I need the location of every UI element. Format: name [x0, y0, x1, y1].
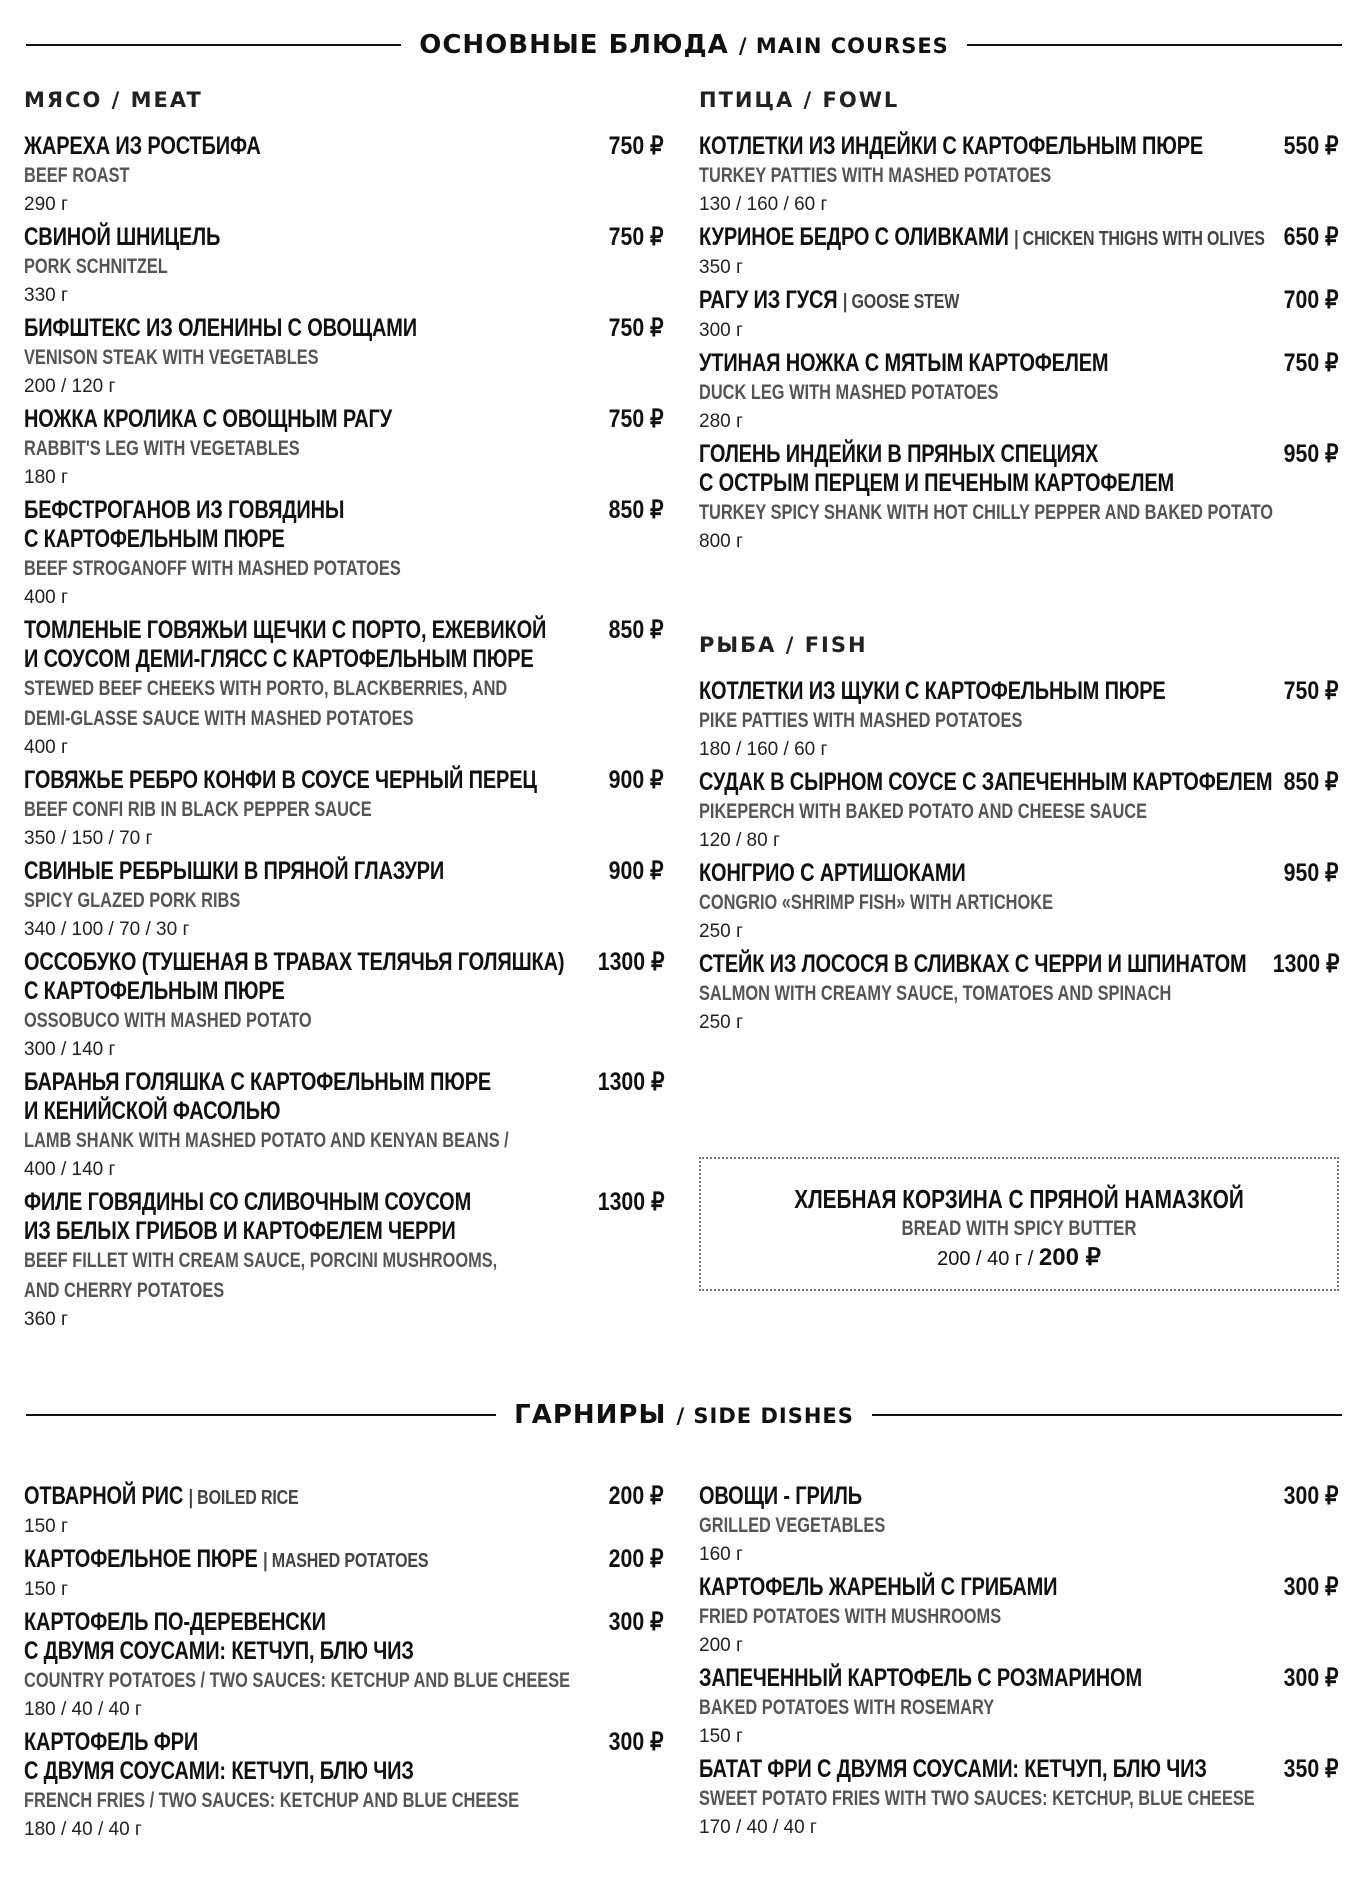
item-name-en-inline: | CHICKEN THIGHS WITH OLIVES [1014, 228, 1265, 250]
bread-weight-price [701, 1243, 1337, 1274]
sides-right-column [699, 1482, 1339, 1846]
item-name-text: БИФШТЕКС ИЗ ОЛЕНИНЫ С ОВОЩАМИ [24, 314, 417, 342]
menu-item [699, 132, 1339, 219]
menu-item [24, 1608, 664, 1724]
item-name-text: СВИНЫЕ РЕБРЫШКИ В ПРЯНОЙ ГЛАЗУРИ [24, 857, 445, 885]
menu-item [699, 677, 1339, 764]
category-title-meat: МЯСО / MEAT [24, 88, 203, 112]
item-name-en: GRILLED VEGETABLES [699, 1514, 886, 1537]
bread-price: 200 ₽ [1038, 1244, 1101, 1271]
menu-item [699, 768, 1339, 855]
item-name-text: ЖАРЕХА ИЗ РОСТБИФА [24, 132, 261, 160]
item-price: 750 ₽ [609, 405, 664, 433]
section-title [496, 1400, 872, 1430]
menu-item [24, 1482, 664, 1541]
item-name [699, 1755, 1339, 1784]
bread-weight: 200 / 40 г / [937, 1248, 1034, 1270]
item-weight: 180 / 40 / 40 г [24, 1699, 142, 1720]
item-name-text: СТЕЙК ИЗ ЛОСОСЯ В СЛИВКАХ С ЧЕРРИ И ШПИНАТОМ [699, 950, 1247, 978]
item-name-en: CONGRIO «SHRIMP FISH» WITH ARTICHOKE [699, 891, 1054, 914]
menu-item [24, 857, 664, 944]
item-name [24, 1068, 664, 1097]
menu-item [24, 1545, 664, 1604]
item-name-text: КАРТОФЕЛЬ ФРИ [24, 1728, 199, 1756]
menu-item [24, 496, 664, 612]
item-name-en: OSSOBUCO WITH MASHED POTATO [24, 1009, 312, 1032]
item-weight: 300 г [699, 320, 743, 341]
item-name-text: БАТАТ ФРИ С ДВУМЯ СОУСАМИ: КЕТЧУП, БЛЮ ЧИЗ [699, 1755, 1207, 1783]
menu-item [699, 223, 1339, 282]
item-price: 300 ₽ [1284, 1664, 1339, 1692]
menu-item [24, 314, 664, 401]
menu-item [24, 616, 664, 762]
item-price: 1300 ₽ [597, 1188, 664, 1216]
item-price: 300 ₽ [1284, 1482, 1339, 1510]
item-name-text: КОНГРИО С АРТИШОКАМИ [699, 859, 966, 887]
item-weight: 400 г [24, 587, 68, 608]
item-price: 750 ₽ [609, 223, 664, 251]
item-name [699, 223, 1339, 254]
item-name-en: RABBIT'S LEG WITH VEGETABLES [24, 437, 300, 460]
item-price: 550 ₽ [1284, 132, 1339, 160]
menu-item [699, 950, 1339, 1037]
meat-column [24, 88, 664, 1338]
item-name-text: КОТЛЕТКИ ИЗ ЩУКИ С КАРТОФЕЛЬНЫМ ПЮРЕ [699, 677, 1166, 705]
item-weight: 290 г [24, 194, 68, 215]
item-name [24, 616, 664, 645]
main-courses-header [26, 30, 1342, 60]
item-name-text: ОССОБУКО (ТУШЕНАЯ В ТРАВАХ ТЕЛЯЧЬЯ ГОЛЯШКА) [24, 948, 565, 976]
item-name-en: SWEET POTATO FRIES WITH TWO SAUCES: KETCHUP, BLUE CHEESE [699, 1787, 1255, 1810]
item-name [24, 132, 664, 161]
item-name [699, 286, 1339, 317]
item-name-en: BEEF ROAST [24, 164, 130, 187]
item-name-text: ФИЛЕ ГОВЯДИНЫ СО СЛИВОЧНЫМ СОУСОМ [24, 1188, 472, 1216]
item-name-text: СУДАК В СЫРНОМ СОУСЕ С ЗАПЕЧЕННЫМ КАРТОФЕЛЕМ [699, 768, 1273, 796]
item-weight: 350 г [699, 257, 743, 278]
item-weight: 360 г [24, 1309, 68, 1330]
bread-name: ХЛЕБНАЯ КОРЗИНА С ПРЯНОЙ НАМАЗКОЙ [794, 1184, 1244, 1214]
item-name-text: НОЖКА КРОЛИКА С ОВОЩНЫМ РАГУ [24, 405, 392, 433]
item-price: 200 ₽ [609, 1545, 664, 1573]
item-name-en: VENISON STEAK WITH VEGETABLES [24, 346, 319, 369]
item-weight: 250 г [699, 1012, 743, 1033]
item-name [699, 1664, 1339, 1693]
item-name-line2: С КАРТОФЕЛЬНЫМ ПЮРЕ [24, 525, 285, 553]
item-name [699, 677, 1339, 706]
item-name [699, 440, 1339, 469]
item-name-en: SPICY GLAZED PORK RIBS [24, 889, 241, 912]
item-name [24, 857, 664, 886]
item-weight: 250 г [699, 921, 743, 942]
item-name-line2: И СОУСОМ ДЕМИ-ГЛЯСС С КАРТОФЕЛЬНЫМ ПЮРЕ [24, 645, 534, 673]
item-name-text: ОВОЩИ - ГРИЛЬ [699, 1482, 862, 1510]
item-name-line2: С ДВУМЯ СОУСАМИ: КЕТЧУП, БЛЮ ЧИЗ [24, 1757, 414, 1785]
category-title-fish: РЫБА / FISH [699, 633, 868, 657]
item-weight: 340 / 100 / 70 / 30 г [24, 919, 190, 940]
item-weight: 300 / 140 г [24, 1039, 116, 1060]
item-price: 950 ₽ [1284, 440, 1339, 468]
item-name-en: PORK SCHNITZEL [24, 255, 168, 278]
item-name-text: ГОЛЕНЬ ИНДЕЙКИ В ПРЯНЫХ СПЕЦИЯХ [699, 440, 1099, 468]
menu-item [699, 1573, 1339, 1660]
item-name [24, 1188, 664, 1217]
item-name [24, 223, 664, 252]
item-price: 1300 ₽ [597, 1068, 664, 1096]
item-weight: 170 / 40 / 40 г [699, 1817, 817, 1838]
item-price: 750 ₽ [1284, 677, 1339, 705]
menu-item [24, 948, 664, 1064]
item-price: 1300 ₽ [597, 948, 664, 976]
menu-item [699, 440, 1339, 556]
item-name [24, 1482, 664, 1513]
item-name-en: STEWED BEEF CHEEKS WITH PORTO, BLACKBERRIES, AND [24, 677, 508, 700]
item-price: 850 ₽ [609, 616, 664, 644]
item-name-text: БАРАНЬЯ ГОЛЯШКА С КАРТОФЕЛЬНЫМ ПЮРЕ [24, 1068, 492, 1096]
item-name-text: УТИНАЯ НОЖКА С МЯТЫМ КАРТОФЕЛЕМ [699, 349, 1109, 377]
item-price: 900 ₽ [609, 766, 664, 794]
divider [26, 1414, 496, 1416]
item-weight: 400 г [24, 737, 68, 758]
item-price: 850 ₽ [1284, 768, 1339, 796]
item-name-text: ЗАПЕЧЕННЫЙ КАРТОФЕЛЬ С РОЗМАРИНОМ [699, 1664, 1142, 1692]
item-name-text: ТОМЛЕНЫЕ ГОВЯЖЬИ ЩЕЧКИ С ПОРТО, ЕЖЕВИКОЙ [24, 616, 547, 644]
item-name [24, 1728, 664, 1757]
item-price: 350 ₽ [1284, 1755, 1339, 1783]
item-name [699, 859, 1339, 888]
bread-name-en: BREAD WITH SPICY BUTTER [901, 1217, 1137, 1240]
menu-item [699, 286, 1339, 345]
item-name [24, 405, 664, 434]
menu-item [699, 349, 1339, 436]
item-name-en: BEEF FILLET WITH CREAM SAUCE, PORCINI MUSHROOMS, [24, 1249, 498, 1272]
item-name [24, 1545, 664, 1576]
item-name-line2: С ДВУМЯ СОУСАМИ: КЕТЧУП, БЛЮ ЧИЗ [24, 1637, 414, 1665]
item-name [699, 349, 1339, 378]
item-name-line2: ИЗ БЕЛЫХ ГРИБОВ И КАРТОФЕЛЕМ ЧЕРРИ [24, 1217, 456, 1245]
item-price: 750 ₽ [609, 314, 664, 342]
item-weight: 160 г [699, 1544, 743, 1565]
item-price: 1300 ₽ [1272, 950, 1339, 978]
item-price: 650 ₽ [1284, 223, 1339, 251]
menu-item [24, 766, 664, 853]
item-price: 300 ₽ [1284, 1573, 1339, 1601]
menu-item [699, 1664, 1339, 1751]
fish-column [699, 633, 1339, 1041]
item-name-text: КОТЛЕТКИ ИЗ ИНДЕЙКИ С КАРТОФЕЛЬНЫМ ПЮРЕ [699, 132, 1204, 160]
item-weight: 150 г [24, 1579, 68, 1600]
item-name-line2: И КЕНИЙСКОЙ ФАСОЛЬЮ [24, 1097, 281, 1125]
item-name-en: TURKEY SPICY SHANK WITH HOT CHILLY PEPPER AND BAKED POTATO [699, 501, 1273, 524]
item-name [699, 1573, 1339, 1602]
item-price: 750 ₽ [609, 132, 664, 160]
item-name-en: BEEF STROGANOFF WITH MASHED POTATOES [24, 557, 401, 580]
item-name [24, 314, 664, 343]
item-name-en: BEEF CONFI RIB IN BLACK PEPPER SAUCE [24, 798, 372, 821]
item-name [24, 1608, 664, 1637]
menu-item [24, 132, 664, 219]
item-price: 850 ₽ [609, 496, 664, 524]
item-name-en-inline: | GOOSE STEW [842, 291, 960, 313]
item-price: 900 ₽ [609, 857, 664, 885]
item-name-en: FRENCH FRIES / TWO SAUCES: KETCHUP AND BLUE CHEESE [24, 1789, 520, 1812]
item-name-text: БЕФСТРОГАНОВ ИЗ ГОВЯДИНЫ [24, 496, 345, 524]
item-price: 200 ₽ [609, 1482, 664, 1510]
item-name-en-inline: | BOILED RICE [188, 1487, 299, 1509]
item-name [699, 1482, 1339, 1511]
item-weight: 130 / 160 / 60 г [699, 194, 828, 215]
item-weight: 180 / 160 / 60 г [699, 739, 828, 760]
item-name-text: РАГУ ИЗ ГУСЯ [699, 286, 838, 314]
item-name-text: КАРТОФЕЛЬНОЕ ПЮРЕ [24, 1545, 258, 1573]
item-weight: 280 г [699, 411, 743, 432]
item-name-text: СВИНОЙ ШНИЦЕЛЬ [24, 223, 221, 251]
item-name-line2: С ОСТРЫМ ПЕРЦЕМ И ПЕЧЕНЫМ КАРТОФЕЛЕМ [699, 469, 1175, 497]
item-price: 950 ₽ [1284, 859, 1339, 887]
item-name [699, 768, 1339, 797]
bread-basket-box [699, 1157, 1339, 1291]
item-weight: 150 г [24, 1516, 68, 1537]
category-title-fowl: ПТИЦА / FOWL [699, 88, 900, 112]
divider [872, 1414, 1342, 1416]
item-price: 300 ₽ [609, 1608, 664, 1636]
menu-item [699, 859, 1339, 946]
menu-item [24, 405, 664, 492]
item-name-text: ОТВАРНОЙ РИС [24, 1482, 184, 1510]
menu-item [24, 1068, 664, 1184]
item-name-en: SALMON WITH CREAMY SAUCE, TOMATOES AND SPINACH [699, 982, 1172, 1005]
item-name-en: PIKEPERCH WITH BAKED POTATO AND CHEESE SAUCE [699, 800, 1148, 823]
item-name-en: FRIED POTATOES WITH MUSHROOMS [699, 1605, 1002, 1628]
item-weight: 180 г [24, 467, 68, 488]
sides-left-column [24, 1482, 664, 1848]
divider [26, 44, 401, 46]
item-name-text: ГОВЯЖЬЕ РЕБРО КОНФИ В СОУСЕ ЧЕРНЫЙ ПЕРЕЦ [24, 766, 537, 794]
item-name [24, 766, 664, 795]
item-name-en-line2: AND CHERRY POTATOES [24, 1279, 225, 1302]
item-name-en-inline: | MASHED POTATOES [263, 1550, 429, 1572]
item-name [24, 948, 664, 977]
item-name-en: PIKE PATTIES WITH MASHED POTATOES [699, 709, 1023, 732]
item-price: 700 ₽ [1284, 286, 1339, 314]
fowl-column [699, 88, 1339, 560]
menu-item [24, 223, 664, 310]
menu-item [24, 1728, 664, 1844]
item-name-en: LAMB SHANK WITH MASHED POTATO AND KENYAN BEANS / [24, 1129, 509, 1152]
item-name-text: КАРТОФЕЛЬ ПО-ДЕРЕВЕНСКИ [24, 1608, 326, 1636]
item-name-en: BAKED POTATOES WITH ROSEMARY [699, 1696, 995, 1719]
item-name-text: КАРТОФЕЛЬ ЖАРЕНЫЙ С ГРИБАМИ [699, 1573, 1058, 1601]
item-weight: 800 г [699, 531, 743, 552]
item-name-en: COUNTRY POTATOES / TWO SAUCES: KETCHUP AND BLUE CHEESE [24, 1669, 571, 1692]
section-title-en: / SIDE DISHES [676, 1404, 854, 1428]
item-weight: 200 / 120 г [24, 376, 116, 397]
divider [967, 44, 1342, 46]
section-title-en: / MAIN COURSES [738, 34, 949, 58]
menu-item [699, 1755, 1339, 1842]
section-title-ru: ГАРНИРЫ [514, 1400, 667, 1430]
menu-item [699, 1482, 1339, 1569]
item-name-en: TURKEY PATTIES WITH MASHED POTATOES [699, 164, 1052, 187]
item-name-en-line2: DEMI-GLASSE SAUCE WITH MASHED POTATOES [24, 707, 414, 730]
item-weight: 150 г [699, 1726, 743, 1747]
item-weight: 330 г [24, 285, 68, 306]
item-weight: 180 / 40 / 40 г [24, 1819, 142, 1840]
item-name [24, 496, 664, 525]
item-name-line2: С КАРТОФЕЛЬНЫМ ПЮРЕ [24, 977, 285, 1005]
item-weight: 400 / 140 г [24, 1159, 116, 1180]
item-name [699, 950, 1339, 979]
section-title-ru: ОСНОВНЫЕ БЛЮДА [419, 30, 729, 60]
item-name-en: DUCK LEG WITH MASHED POTATOES [699, 381, 999, 404]
item-weight: 200 г [699, 1635, 743, 1656]
item-name-text: КУРИНОЕ БЕДРО С ОЛИВКАМИ [699, 223, 1009, 251]
side-dishes-header [26, 1400, 1342, 1430]
menu-item [24, 1188, 664, 1334]
item-weight: 350 / 150 / 70 г [24, 828, 153, 849]
section-title [401, 30, 967, 60]
item-price: 300 ₽ [609, 1728, 664, 1756]
item-weight: 120 / 80 г [699, 830, 780, 851]
item-price: 750 ₽ [1284, 349, 1339, 377]
item-name [699, 132, 1339, 161]
